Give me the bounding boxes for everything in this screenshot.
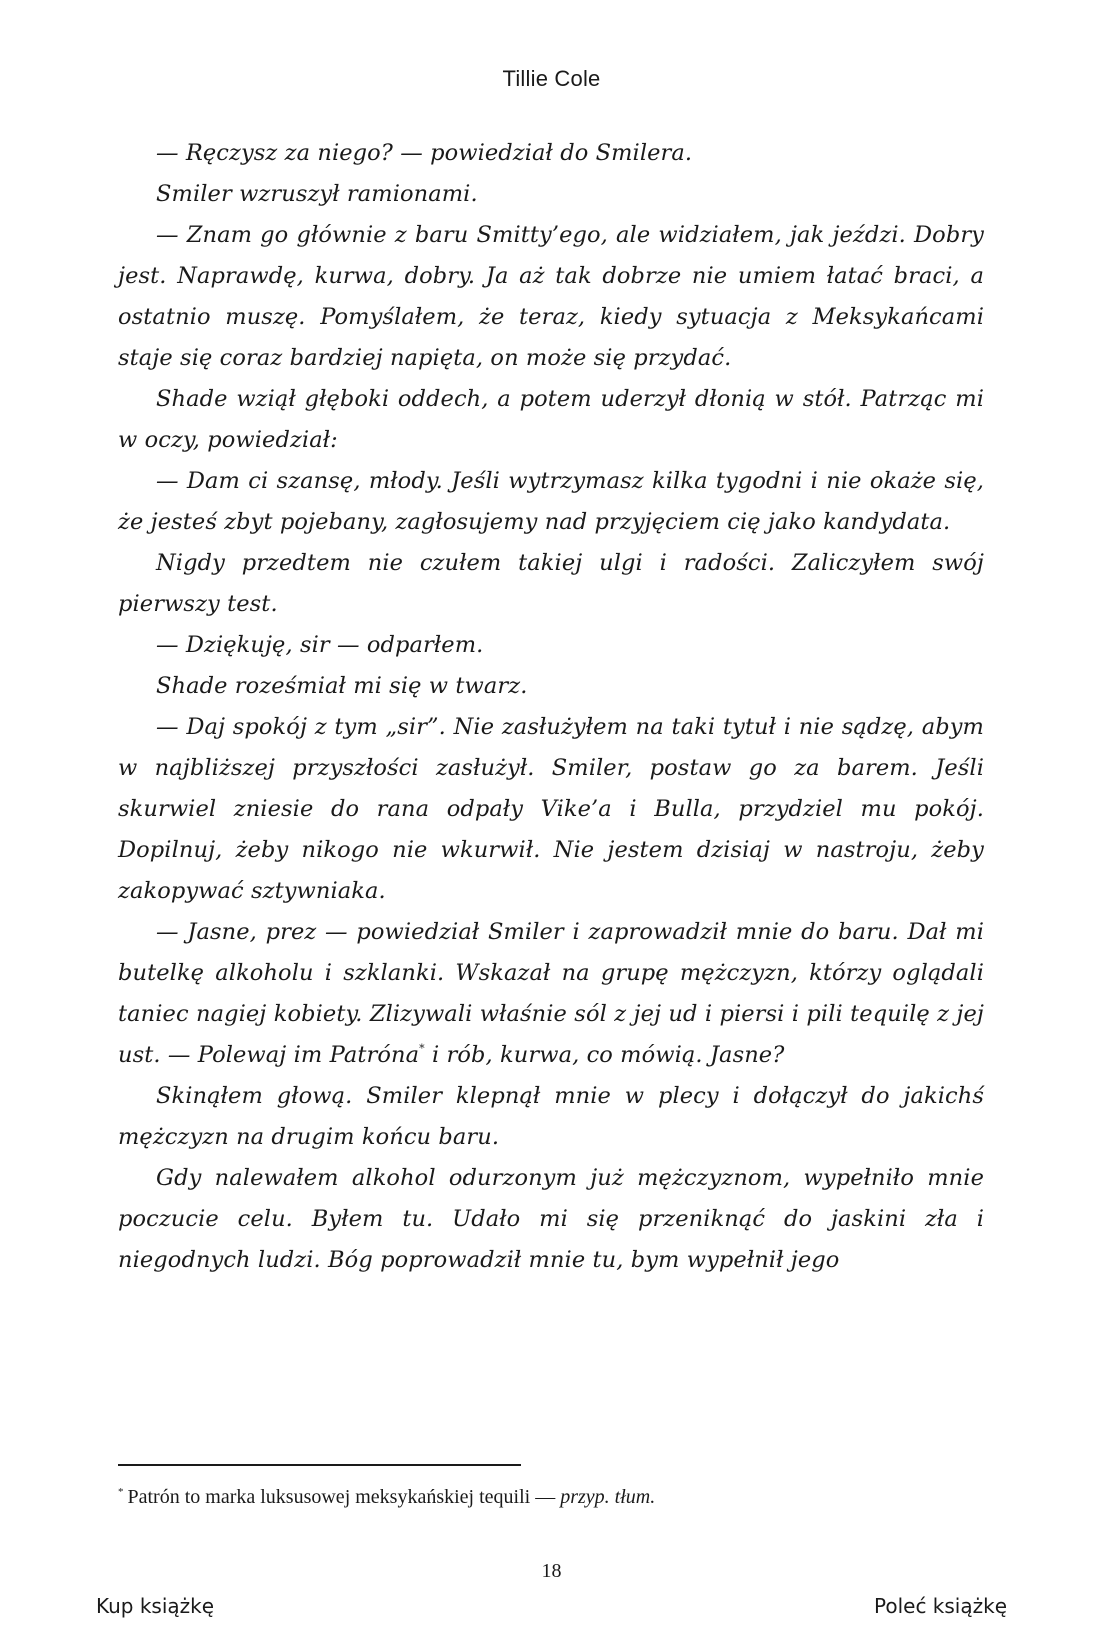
- running-header-author: Tillie Cole: [502, 66, 601, 91]
- paragraph: — Daj spokój z tym „sir”. Nie zasłużyłem na taki tytuł i nie sądzę, abym w najbliższej przyszłości zasłużył. Smiler, postaw go za barem. Jeśli skurwiel zniesie do rana odpały Vike’a i Bulla, przydziel mu pokój. Dopilnuj, żeby nikogo nie wkurwił. Nie jestem dzisiaj w nastroju, żeby zakopywać sztywniaka.: [118, 714, 984, 904]
- footnote-separator-rule: [118, 1464, 521, 1466]
- footnote: [118, 1483, 984, 1511]
- paragraph: — Dam ci szansę, młody. Jeśli wytrzymasz kilka tygodni i nie okaże się, że jesteś zbyt pojebany, zagłosujemy nad przyjęciem cię jako kandydata.: [118, 468, 984, 535]
- paragraph: Gdy nalewałem alkohol odurzonym już mężczyznom, wypełniło mnie poczucie celu. Byłem tu. Udało mi się przeniknąć do jaskini zła i niegodnych ludzi. Bóg poprowadził mnie tu, bym wypełnił jego: [118, 1165, 984, 1273]
- paragraph: Shade wziął głęboki oddech, a potem uderzył dłonią w stół. Patrząc mi w oczy, powiedział:: [118, 386, 984, 453]
- footnote-translator-note: przyp. tłum.: [560, 1486, 656, 1508]
- recommend-book-link[interactable]: Poleć książkę: [874, 1594, 1007, 1618]
- paragraph: Shade roześmiał mi się w twarz.: [156, 673, 528, 699]
- paragraph: Skinąłem głową. Smiler klepnął mnie w plecy i dołączył do jakichś mężczyzn na drugim końcu baru.: [118, 1083, 984, 1150]
- footnote-text: Patrón to marka luksusowej meksykańskiej tequili —: [127, 1486, 561, 1508]
- paragraph-text-after-note: i rób, kurwa, co mówią. Jasne?: [424, 1042, 785, 1068]
- footnote-reference-marker: *: [419, 1042, 425, 1055]
- paragraph-text-before-note: — Jasne, prez — powiedział Smiler i zaprowadził mnie do baru. Dał mi butelkę alkoholu i szklanki. Wskazał na grupę mężczyzn, którzy oglądali taniec nagiej kobiety. Zlizywali właśnie sól z jej ud i piersi i pili tequilę z jej ust. — Polewaj im Patróna: [118, 919, 984, 1068]
- paragraph: Nigdy przedtem nie czułem takiej ulgi i radości. Zaliczyłem swój pierwszy test.: [118, 550, 984, 617]
- body-text: [118, 133, 984, 1281]
- footnote-marker: *: [118, 1486, 124, 1498]
- paragraph: Smiler wzruszył ramionami.: [156, 181, 478, 207]
- buy-book-link[interactable]: Kup książkę: [96, 1594, 215, 1618]
- page-number: 18: [541, 1560, 562, 1582]
- paragraph: — Dziękuję, sir — odparłem.: [156, 632, 484, 658]
- paragraph-with-footnote: [118, 912, 984, 1076]
- paragraph: — Ręczysz za niego? — powiedział do Smilera.: [156, 140, 693, 166]
- paragraph: — Znam go głównie z baru Smitty’ego, ale widziałem, jak jeździ. Dobry jest. Naprawdę, kurwa, dobry. Ja aż tak dobrze nie umiem łatać braci, a ostatnio muszę. Pomyślałem, że teraz, kiedy sytuacja z Meksykańcami staje się coraz bardziej napięta, on może się przydać.: [118, 222, 984, 371]
